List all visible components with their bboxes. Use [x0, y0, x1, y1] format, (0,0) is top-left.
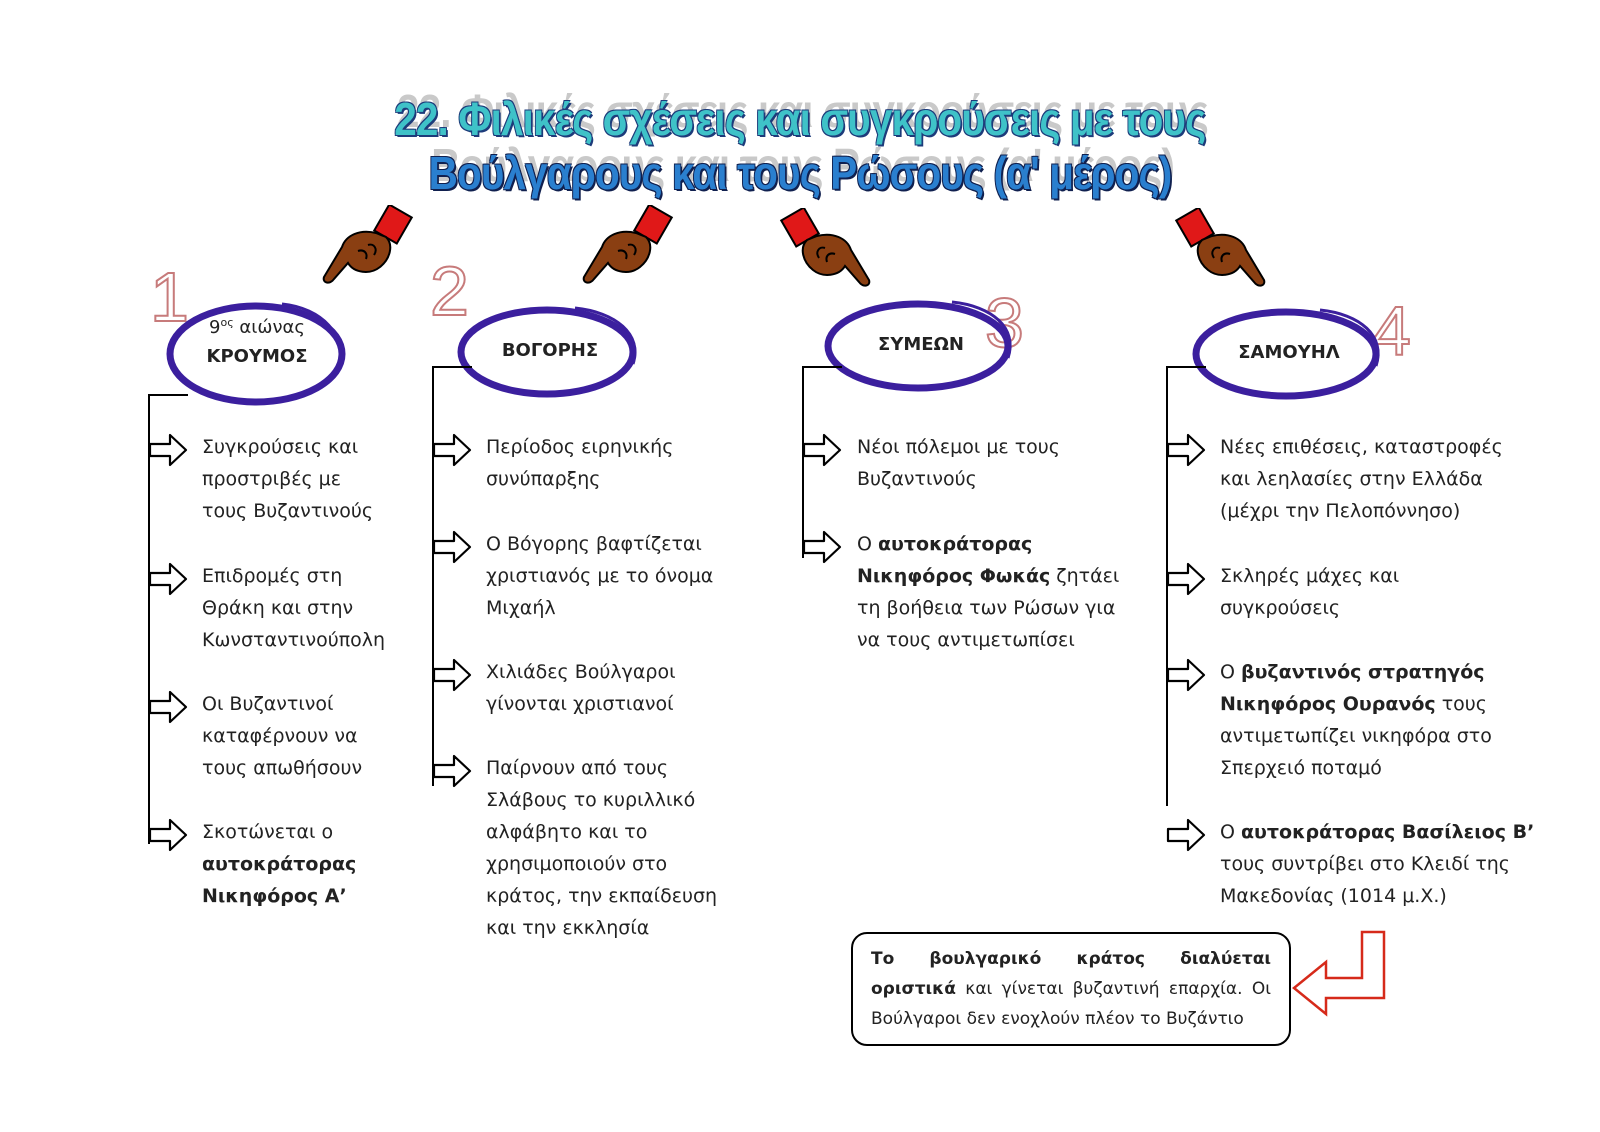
pointing-hand-icon — [318, 205, 418, 285]
list-item-line — [486, 688, 676, 720]
hollow-arrow-right-icon — [148, 690, 188, 724]
list-item-line — [857, 560, 1119, 592]
list-item-text: Βυζαντινούς — [857, 468, 977, 490]
pointing-hand-icon — [1170, 208, 1270, 288]
hollow-arrow-right-icon — [432, 658, 472, 692]
list-item-text: Σλάβους το κυριλλικό — [486, 789, 696, 811]
list-item-text: αυτοκράτορας — [202, 853, 357, 875]
list-item — [857, 431, 1060, 495]
ruler-name-symeon: ΣΥΜΕΩΝ — [878, 334, 964, 355]
list-item-text: Οι Βυζαντινοί — [202, 693, 334, 715]
hollow-arrow-right-icon — [432, 754, 472, 788]
list-item-text: αντιμετωπίζει νικηφόρα στο — [1220, 725, 1492, 747]
list-item-text: Σκοτώνεται ο — [202, 821, 334, 843]
list-item — [1220, 816, 1534, 912]
list-item-text: αλφάβητο και το — [486, 821, 648, 843]
list-item-line — [857, 528, 1119, 560]
list-item-line — [486, 816, 717, 848]
ruler-name-vogoris: ΒΟΓΟΡΗΣ — [501, 340, 599, 361]
list-item — [486, 431, 673, 495]
hollow-arrow-right-icon — [148, 562, 188, 596]
list-item-text: Θράκη και στην — [202, 597, 354, 619]
list-item-text: τους — [1435, 693, 1487, 715]
list-item — [486, 656, 676, 720]
ruler-oval-1 — [162, 296, 352, 408]
list-item-line — [202, 431, 373, 463]
title-line-1: 22. Φιλικές σχέσεις και συγκρούσεις με τους — [394, 93, 1206, 145]
list-item-line — [202, 880, 356, 912]
list-item-line — [857, 463, 1060, 495]
hollow-arrow-right-icon — [802, 433, 842, 467]
list-item-line — [486, 592, 713, 624]
list-item-text: Μιχαήλ — [486, 597, 556, 619]
ruler-oval-4 — [1190, 306, 1388, 402]
list-item-text: Παίρνουν από τους — [486, 757, 669, 779]
hollow-arrow-right-icon — [148, 818, 188, 852]
list-item-line — [857, 592, 1119, 624]
list-item-line — [486, 880, 717, 912]
connector-h-3 — [802, 366, 842, 368]
hollow-arrow-right-icon — [1166, 818, 1206, 852]
list-item-text: Συγκρούσεις και — [202, 436, 359, 458]
list-item-text: Νέοι πόλεμοι με τους — [857, 436, 1060, 458]
hollow-arrow-right-icon — [802, 530, 842, 564]
list-item-text: Ο — [1220, 661, 1241, 683]
list-item-text: Επιδρομές στη — [202, 565, 343, 587]
list-item-line — [202, 816, 356, 848]
list-item-line — [202, 848, 356, 880]
list-item-text: και την εκκλησία — [486, 917, 650, 939]
title-line-2: Βούλγαρους και τους Ρώσους (α' μέρος) — [428, 147, 1172, 199]
list-item-line — [1220, 431, 1503, 463]
list-item-text: και λεηλασίες στην Ελλάδα — [1220, 468, 1483, 490]
list-item-line — [486, 560, 713, 592]
list-item-line — [857, 431, 1060, 463]
list-item-text: Ο — [857, 533, 878, 555]
list-item-line — [202, 720, 362, 752]
connector-v-2 — [432, 366, 434, 786]
list-item-text: Νέες επιθέσεις, καταστροφές — [1220, 436, 1503, 458]
list-item-text: κράτος, την εκπαίδευση — [486, 885, 718, 907]
list-item-line — [486, 784, 717, 816]
list-item-line — [202, 592, 385, 624]
note-rest: και γίνεται βυζαντινή επαρχία. Οι Βούλγαροι δεν ενοχλούν πλέον το Βυζάντιο — [871, 979, 1271, 1029]
list-item-line — [1220, 752, 1492, 784]
list-item-text: χρησιμοποιούν στο — [486, 853, 668, 875]
list-item-line — [486, 752, 717, 784]
list-item-line — [1220, 592, 1399, 624]
list-item-text: τους συντρίβει στο Κλειδί της — [1220, 853, 1510, 875]
list-item-line — [486, 656, 676, 688]
ruler-name-samouil: ΣΑΜΟΥΗΛ — [1238, 342, 1340, 363]
list-item-text: να τους αντιμετωπίσει — [857, 629, 1075, 651]
list-item — [1220, 560, 1399, 624]
list-item-line — [486, 912, 717, 944]
list-item — [202, 560, 385, 656]
hollow-arrow-right-icon — [432, 433, 472, 467]
column-number-1: 1 — [150, 258, 189, 336]
hollow-arrow-right-icon — [1166, 433, 1206, 467]
list-item — [202, 816, 356, 912]
list-item-text: γίνονται χριστιανοί — [486, 693, 674, 715]
list-item-line — [486, 463, 673, 495]
list-item-text: Σκληρές μάχες και — [1220, 565, 1400, 587]
list-item-text: Σπερχειό ποταμό — [1220, 757, 1382, 779]
hollow-arrow-right-icon — [1166, 658, 1206, 692]
list-item-text: Νικηφόρος Φωκάς — [857, 565, 1051, 587]
hollow-arrow-right-icon — [148, 433, 188, 467]
list-item-line — [1220, 495, 1503, 527]
pointing-hand-icon — [578, 205, 678, 285]
ruler-oval-2 — [455, 304, 645, 400]
list-item — [1220, 431, 1503, 527]
list-item-line — [1220, 816, 1534, 848]
list-item-line — [486, 848, 717, 880]
list-item-line — [202, 688, 362, 720]
list-item-text: ζητάει — [1050, 565, 1120, 587]
list-item — [486, 528, 713, 624]
list-item-line — [202, 463, 373, 495]
list-item-text: Νικηφόρος Ουρανός — [1220, 693, 1436, 715]
list-item-text: προστριβές με — [202, 468, 342, 490]
list-item-line — [1220, 688, 1492, 720]
list-item-text: τους Βυζαντινούς — [202, 500, 373, 522]
list-item-text: αυτοκράτορας Βασίλειος Β’ — [1241, 821, 1535, 843]
column-number-3: 3 — [985, 284, 1024, 362]
list-item-text: Μακεδονίας (1014 μ.Χ.) — [1220, 885, 1447, 907]
list-item-line — [1220, 720, 1492, 752]
list-item-line — [1220, 560, 1399, 592]
list-item-line — [486, 431, 673, 463]
pointing-hand-icon — [775, 208, 875, 288]
list-item — [202, 688, 362, 784]
list-item-line — [486, 528, 713, 560]
list-item-text: Κωνσταντινούπολη — [202, 629, 386, 651]
note-bold: Το βουλγαρικό κράτος διαλύεται οριστικά — [871, 949, 1271, 999]
list-item-text: Νικηφόρος Α’ — [202, 885, 347, 907]
list-item-line — [1220, 848, 1534, 880]
list-item-text: Ο Βόγορης βαφτίζεται — [486, 533, 702, 555]
list-item-text: τους απωθήσουν — [202, 757, 363, 779]
list-item-text: Ο — [1220, 821, 1241, 843]
list-item-text: συγκρούσεις — [1220, 597, 1341, 619]
century-label: $9^{o\varsigma}$ αιώνας — [209, 316, 305, 338]
ruler-name-krumos: ΚΡΟΥΜΟΣ — [206, 346, 308, 367]
conclusion-note — [851, 932, 1291, 1046]
list-item — [857, 528, 1119, 656]
list-item-text: Χιλιάδες Βούλγαροι — [486, 661, 676, 683]
connector-h-2 — [432, 366, 472, 368]
list-item-text: χριστιανός με το όνομα — [486, 565, 714, 587]
list-item — [1220, 656, 1492, 784]
connector-h-4 — [1166, 366, 1206, 368]
list-item-text: αυτοκράτορας — [878, 533, 1033, 555]
hollow-arrow-right-icon — [432, 530, 472, 564]
ruler-oval-3 — [822, 298, 1020, 394]
list-item-line — [202, 560, 385, 592]
list-item-text: τη βοήθεια των Ρώσων για — [857, 597, 1116, 619]
list-item-text: (μέχρι την Πελοπόννησο) — [1220, 500, 1461, 522]
list-item-line — [1220, 880, 1534, 912]
list-item-text: καταφέρνουν να — [202, 725, 358, 747]
list-item-text: βυζαντινός στρατηγός — [1241, 661, 1485, 683]
list-item-text: συνύπαρξης — [486, 468, 601, 490]
list-item-line — [202, 495, 373, 527]
list-item-line — [1220, 656, 1492, 688]
column-number-2: 2 — [430, 252, 469, 330]
list-item-line — [202, 624, 385, 656]
list-item — [202, 431, 373, 527]
elbow-arrow-left-icon — [1292, 930, 1392, 1020]
list-item-line — [857, 624, 1119, 656]
column-number-4: 4 — [1372, 292, 1411, 370]
list-item-text: Περίοδος ειρηνικής — [486, 436, 674, 458]
list-item-line — [1220, 463, 1503, 495]
connector-h-1 — [148, 394, 188, 396]
hollow-arrow-right-icon — [1166, 562, 1206, 596]
list-item — [486, 752, 717, 944]
list-item-line — [202, 752, 362, 784]
